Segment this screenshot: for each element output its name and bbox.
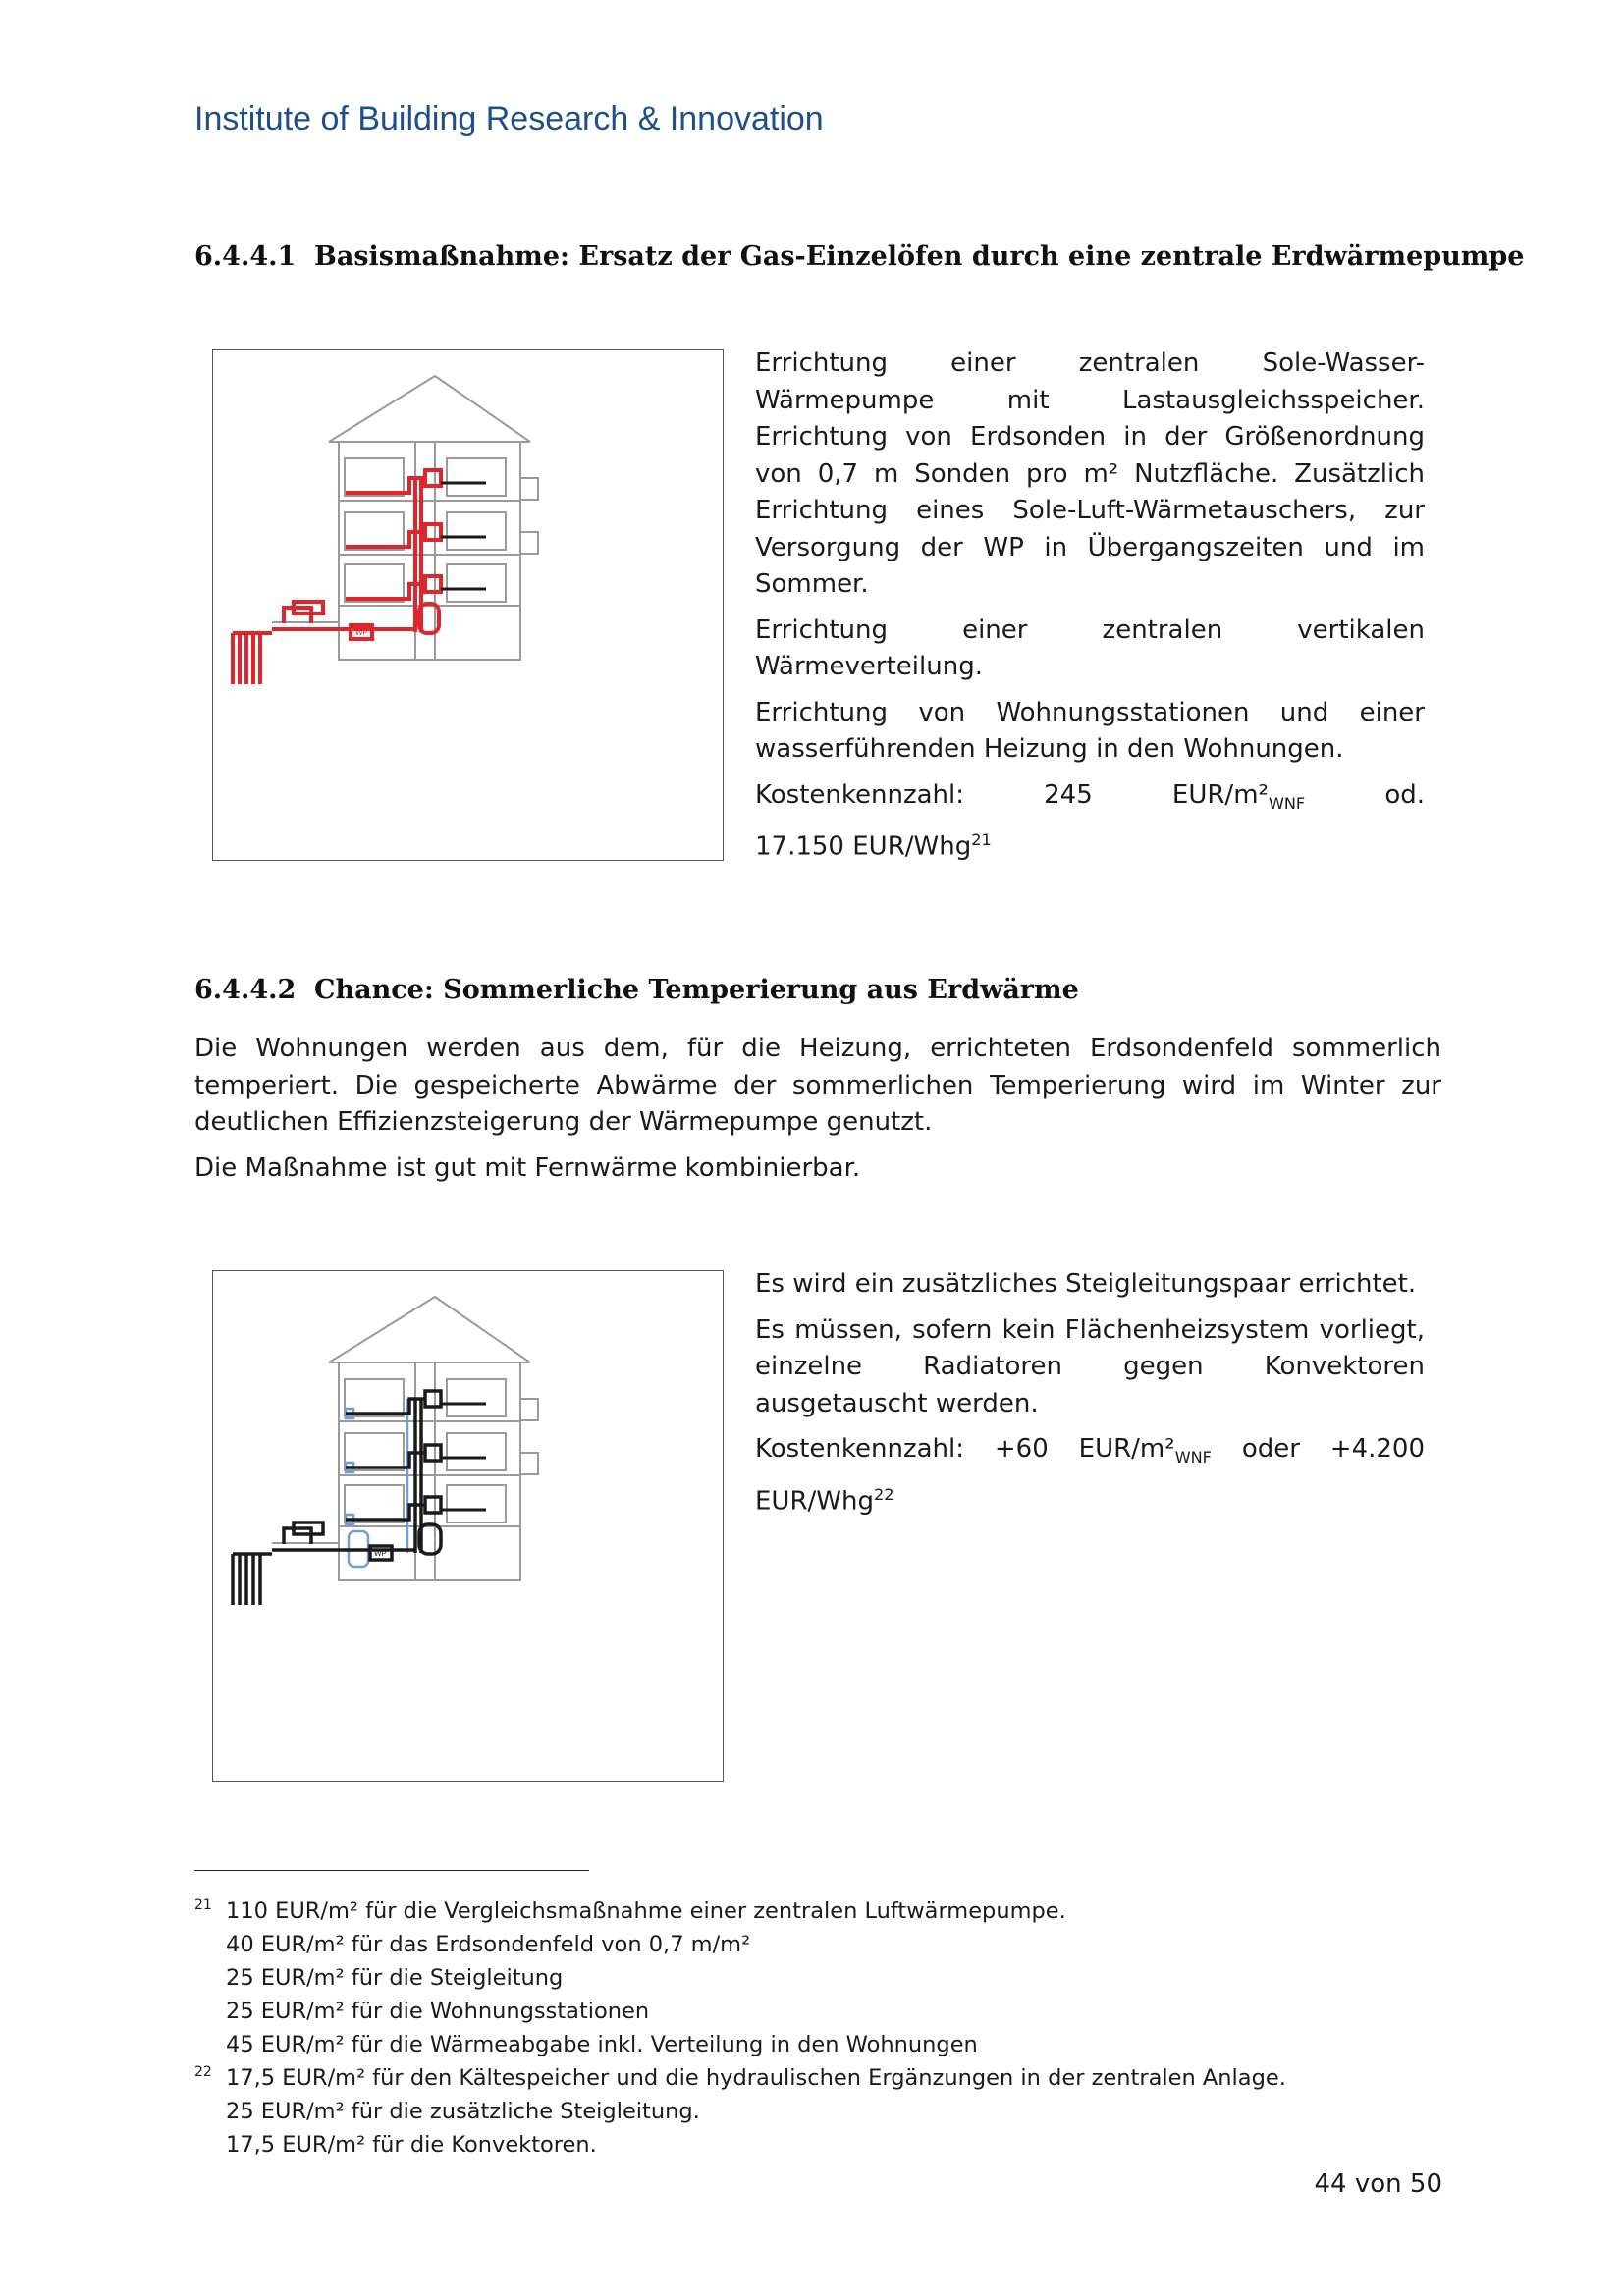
building-section-drawing-heating (213, 350, 722, 859)
cost-figure: Kostenkennzahl: +60 EUR/$m^2_{WNF}$ oder +4.200 (755, 1434, 1426, 1468)
footnotes (194, 1895, 1286, 2162)
paragraph: Die Wohnungen werden aus dem, für die Heizung, errichteten Erdsondenfeld sommerlich temperiert. Die gespeicherte Abwärme der sommerlichen Temperierung wird im Winter zur deutlichen Effizienzsteigerung der Wärmepumpe genutzt. (194, 1034, 1441, 1137)
page-number: 44 von 50 (1314, 2169, 1442, 2199)
paragraph: Es wird ein zusätzliches Steigleitungspaar errichtet. (755, 1269, 1417, 1299)
paragraph: Es müssen, sofern kein Flächenheizsystem vorliegt, einzelne Radiatoren gegen Konvektoren ausgetauscht werden. (755, 1314, 1425, 1418)
cooling-pipes (346, 1399, 407, 1567)
section2-intro (194, 1031, 1441, 1196)
footnote-line: 45 EUR/m² für die Wärmeabgabe inkl. Verteilung in den Wohnungen (226, 2032, 978, 2057)
footnote-line: 25 EUR/m² für die Steigleitung (226, 1965, 564, 1991)
section-heading-6-4-4-1 (194, 241, 1524, 272)
footnote-line: 17,5 EUR/m² für die Konvektoren. (226, 2132, 597, 2158)
wp-label: WP (355, 628, 368, 637)
footnote-separator (194, 1870, 589, 1871)
heating-pipes (233, 470, 441, 684)
footnote-line: 40 EUR/m² für das Erdsondenfeld von 0,7 m/m² (226, 1932, 751, 1957)
cost-figure-alt: EUR/Whg$^{22}$ (755, 1484, 894, 1517)
cost-figure: Kostenkennzahl: 245 EUR/$m^2_{WNF}$ od. (755, 779, 1426, 813)
paragraph: Errichtung einer zentralen vertikalen Wärmeverteilung. (755, 614, 1425, 681)
institute-header: Institute of Building Research & Innovation (194, 100, 824, 137)
summer-cooling-diagram-figure (212, 1270, 724, 1782)
wp-label: WP (374, 1549, 387, 1558)
section-title: Basismaßnahme: Ersatz der Gas-Einzelöfen durch eine zentrale Erdwärmepumpe (314, 241, 1525, 272)
cost-figure-alt: 17.150 EUR/Whg$^{21}$ (755, 830, 992, 862)
paragraph: Die Maßnahme ist gut mit Fernwärme kombinierbar. (194, 1152, 861, 1183)
paragraph: Errichtung von Wohnungsstationen und einer wasserführenden Heizung in den Wohnungen. (755, 697, 1425, 764)
section2-description (755, 1266, 1425, 1529)
footnote-22: 22 17,5 EUR/m² für den Kältespeicher und die hydraulischen Ergänzungen in der zentralen Anlage. (194, 2064, 1286, 2091)
section-title: Chance: Sommerliche Temperierung aus Erdwärme (314, 975, 1079, 1005)
paragraph: Errichtung einer zentralen Sole-Wasser-Wärmepumpe mit Lastausgleichsspeicher. Errichtung von Erdsonden in der Größenordnung von 0,7 m Sonden pro m² Nutzfläche. Zusätzlich Errichtung eines Sole-Luft-Wärmetauschers, zur Versorgung der WP in Übergangszeiten und im Sommer. (755, 348, 1425, 599)
section-number: 6.4.4.1 (194, 241, 297, 272)
section-number: 6.4.4.2 (194, 975, 297, 1005)
heat-pump-diagram-figure (212, 349, 724, 861)
section1-description (755, 346, 1425, 875)
section-heading-6-4-4-2 (194, 975, 1079, 1005)
footnote-line: 25 EUR/m² für die Wohnungsstationen (226, 1999, 650, 2024)
building-section-drawing-cooling (213, 1271, 722, 1780)
footnote-line: 25 EUR/m² für die zusätzliche Steigleitung. (226, 2099, 700, 2124)
footnote-21: 21 110 EUR/m² für die Vergleichsmaßnahme einer zentralen Luftwärmepumpe. (194, 1897, 1066, 1924)
heating-pipes (233, 1391, 441, 1605)
